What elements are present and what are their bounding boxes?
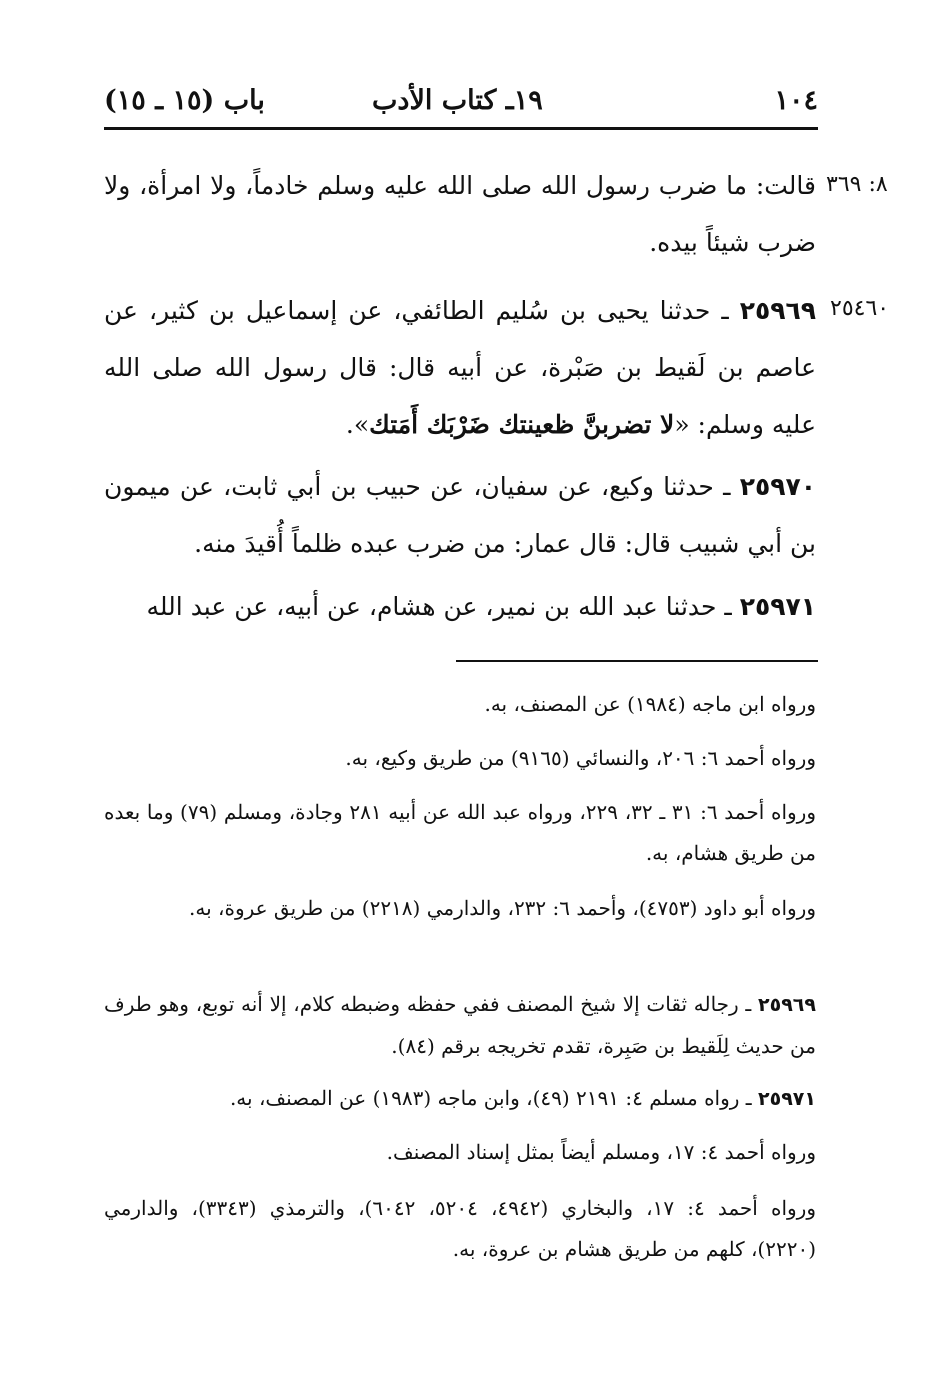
prophetic-quote: لا تضربنَّ ظعينتك ضَرْبَك أَمَتك: [369, 410, 675, 439]
hadith-25970: [104, 458, 816, 572]
margin-reference-volume: ٨: ٣٦٩: [826, 172, 888, 197]
header-rule: [104, 127, 818, 130]
margin-reference-hadith: ٢٥٤٦٠: [830, 296, 890, 321]
footnote-6: [104, 1078, 816, 1120]
footnote-8: ورواه أحمد ٤: ١٧، والبخاري (٤٩٤٢، ٥٢٠٤، ٦٠٤٢)، والترمذي (٣٣٤٣)، والدارمي (٢٢٢٠)، كلهم من طريق هشام بن عروة، به.: [104, 1196, 816, 1261]
hadith-number: ٢٥٩٧٠: [739, 472, 816, 501]
hadith-25969: [104, 282, 816, 453]
hadith-number: ٢٥٩٧١: [739, 592, 816, 621]
footnote-3: ورواه أحمد ٦: ٣١ ـ ٣٢، ٢٢٩، ورواه عبد الله عن أبيه ٢٨١ وجادة، ومسلم (٧٩) وما بعده من طريق هشام، به.: [104, 800, 817, 865]
footnote-text: ـ رواه مسلم ٤: ٢١٩١ (٤٩)، وابن ماجه (١٩٨٣) عن المصنف، به.: [229, 1086, 759, 1110]
quote-close: ».: [345, 410, 370, 439]
chapter-title: ١٩ـ كتاب الأدب: [372, 85, 543, 116]
footnote-4: ورواه أبو داود (٤٧٥٣)، وأحمد ٦: ٢٣٢، والدارمي (٢٢١٨) من طريق عروة، به.: [189, 896, 816, 920]
hadith-text: ـ حدثنا عبد الله بن نمير، عن هشام، عن أبيه، عن عبد الله: [146, 592, 740, 621]
hadith-25971: [104, 578, 816, 635]
hadith-text: ـ حدثنا يحيى بن سُليم الطائفي، عن إسماعيل بن كثير، عن عاصم بن لَقيط بن صَبْرة، عن أبيه قال: قال رسول الله صلى الله عليه وسلم: «: [104, 296, 816, 439]
hadith-number: ٢٥٩٦٩: [739, 296, 816, 325]
footnote-separator: [456, 660, 818, 662]
footnote-2: ورواه أحمد ٦: ٢٠٦، والنسائي (٩١٦٥) من طريق وكيع، به.: [345, 746, 816, 770]
footnote-5: [104, 984, 816, 1067]
section-reference: باب (١٥ ـ ١٥): [104, 85, 265, 116]
continuation-text: قالت: ما ضرب رسول الله صلى الله عليه وسلم خادماً، ولا امرأة، ولا ضرب شيئاً بيده.: [104, 171, 816, 257]
footnote-1: ورواه ابن ماجه (١٩٨٤) عن المصنف، به.: [484, 692, 816, 716]
page-number: ١٠٤: [774, 85, 818, 116]
footnote-7: ورواه أحمد ٤: ١٧، ومسلم أيضاً بمثل إسناد المصنف.: [386, 1140, 816, 1164]
hadith-text: ـ حدثنا وكيع، عن سفيان، عن حبيب بن أبي ثابت، عن ميمون بن أبي شبيب قال: قال عمار: من ضرب عبده ظلماً أُقيدَ منه.: [104, 472, 816, 558]
body-paragraph-continuation: [104, 157, 816, 271]
footnote-hadith-number: ٢٥٩٧١: [758, 1088, 816, 1110]
footnote-text: ـ رجاله ثقات إلا شيخ المصنف ففي حفظه وضبطه كلام، إلا أنه توبع، وهو طرف من حديث لِلَقيط بن صَبِرة، تقدم تخريجه برقم (٨٤).: [104, 992, 816, 1058]
footnote-hadith-number: ٢٥٩٦٩: [758, 994, 816, 1016]
